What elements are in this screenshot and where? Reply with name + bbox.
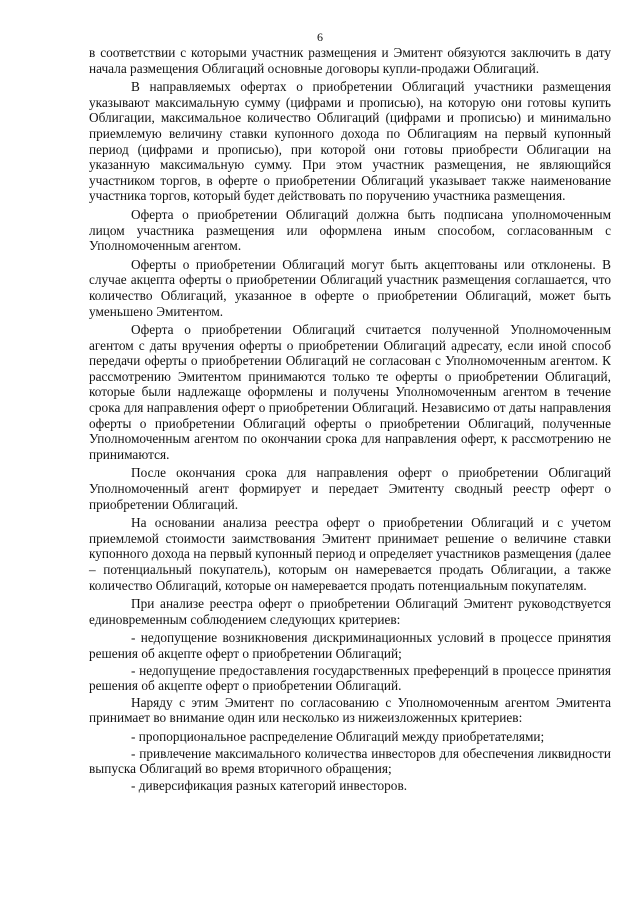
paragraph-registry-transfer: После окончания срока для направления оферт о приобретении Облигаций Уполномоченный агент формирует и передает Эмитенту сводный реестр оферт о приобретении Облигаций. — [89, 465, 611, 512]
paragraph-registry-analysis: На основании анализа реестра оферт о приобретении Облигаций и с учетом приемлемой стоимости заимствования Эмитент принимает решение о величине ставки купонного дохода на первый купонный период и определяет участников размещения (далее – потенциальный покупатель), которым он намеревается продать Облигации, а также количество Облигаций, которые он намеревается продать потенциальным покупателям. — [89, 515, 611, 593]
criterion-item: - пропорциональное распределение Облигаций между приобретателями; — [131, 728, 545, 744]
paragraph-additional-criteria-intro: Наряду с этим Эмитент по согласованию с Уполномоченным агентом Эмитента принимает во внимание один или несколько из нижеизложенных критериев: — [89, 694, 611, 726]
paragraph-criteria-intro: При анализе реестра оферт о приобретении Облигаций Эмитент руководствуется единовременным соблюдением следующих критериев: — [89, 596, 611, 627]
criterion-item: - недопущение возникновения дискриминационных условий в процессе принятия решения об акцепте оферт о приобретении Облигаций; — [89, 630, 611, 661]
criterion-item: - недопущение предоставления государственных преференций в процессе принятия решения об акцепте оферт о приобретении Облигаций. — [89, 662, 611, 694]
criterion-item: - привлечение максимального количества инвесторов для обеспечения ликвидности выпуска Облигаций во время вторичного обращения; — [89, 745, 611, 777]
page-number: 6 — [317, 30, 323, 44]
paragraph-offer-acceptance: Оферты о приобретении Облигаций могут быть акцептованы или отклонены. В случае акцепта оферты о приобретении Облигаций участник размещения соглашается, что количество Облигаций, указанное в оферте о приобретении Облигаций, может быть уменьшено Эмитентом. — [89, 256, 611, 319]
paragraph-continuation: в соответствии с которыми участник размещения и Эмитент обязуются заключить в дату начала размещения Облигаций основные договоры купли-продажи Облигаций. — [89, 45, 611, 76]
document-body — [89, 45, 611, 794]
paragraph-offer-signature: Оферта о приобретении Облигаций должна быть подписана уполномоченным лицом участника размещения или оформлена иным способом, согласованным с Уполномоченным агентом. — [89, 206, 611, 254]
criterion-item: - диверсификация разных категорий инвесторов. — [131, 777, 408, 793]
paragraph-offers-content: В направляемых офертах о приобретении Облигаций участники размещения указывают максимальную сумму (цифрами и прописью), на которую они готовы купить Облигации, максимальное количество Облигаций (цифрами и прописью) и минимально приемлемую величину ставки купонного дохода по Облигациям на первый купонный период (цифрами и прописью), при которой они готовы приобрести Облигации на указанную максимальную сумму. При этом участник размещения, не являющийся участником торгов, в оферте о приобретении Облигаций указывает также наименование участника торгов, который будет действовать по поручению участника размещения. — [89, 79, 611, 204]
paragraph-offer-receipt: Оферта о приобретении Облигаций считается полученной Уполномоченным агентом с даты вручения оферты о приобретении Облигаций адресату, если иной способ передачи оферты о приобретении Облигаций не согласован с Уполномоченным агентом. К рассмотрению Эмитентом принимаются только те оферты о приобретении Облигаций, которые были надлежаще оформлены и получены Уполномоченным агентом в течение срока для направления оферт о приобретении Облигаций. Независимо от даты направления оферты о приобретении Облигаций оферты о приобретении Облигаций, полученные Уполномоченным агентом по окончании срока для направления оферт, к рассмотрению не принимаются. — [89, 322, 611, 462]
